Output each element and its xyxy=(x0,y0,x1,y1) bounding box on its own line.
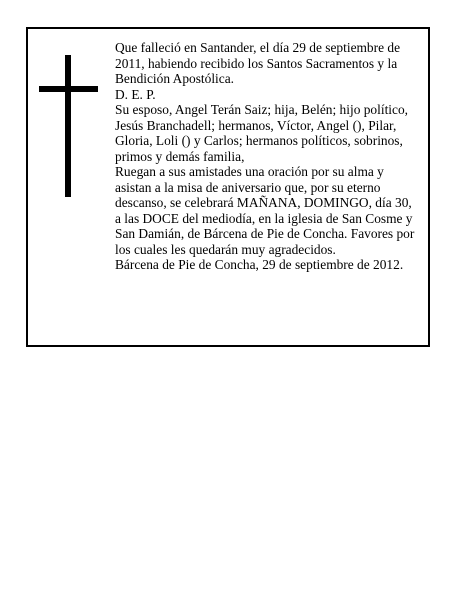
obituary-notice xyxy=(26,27,430,347)
latin-cross-icon xyxy=(39,55,98,197)
cross-horizontal-bar xyxy=(39,86,98,92)
notice-text xyxy=(115,40,421,273)
rest-in-peace: D. E. P. xyxy=(115,86,156,102)
death-announcement: Que falleció en Santander, el día 29 de septiembre de 2011, habiendo recibido los Santos Sacramentos y la Bendición Apostólica. xyxy=(115,40,401,86)
place-date: Bárcena de Pie de Concha, 29 de septiembre de 2012. xyxy=(115,257,404,272)
mass-invitation: Ruegan a sus amistades una oración por su alma y asistan a la misa de aniversario que, por su eterno descanso, se celebrará MAÑANA, DOMINGO, día 30, a las DOCE del mediodía, en la iglesia de San Cosme y San Damián, de Bárcena de Pie de Concha. Favores por los cuales les quedarán muy agradecidos. xyxy=(115,164,415,257)
family-list: Su esposo, Angel Terán Saiz; hija, Belén; hijo político, Jesús Branchadell; hermanos, Víctor, Angel (), Pilar, Gloria, Loli () y Carlos; hermanos políticos, sobrinos, primos y demás familia, xyxy=(115,102,408,164)
cross-vertical-bar xyxy=(65,55,71,197)
